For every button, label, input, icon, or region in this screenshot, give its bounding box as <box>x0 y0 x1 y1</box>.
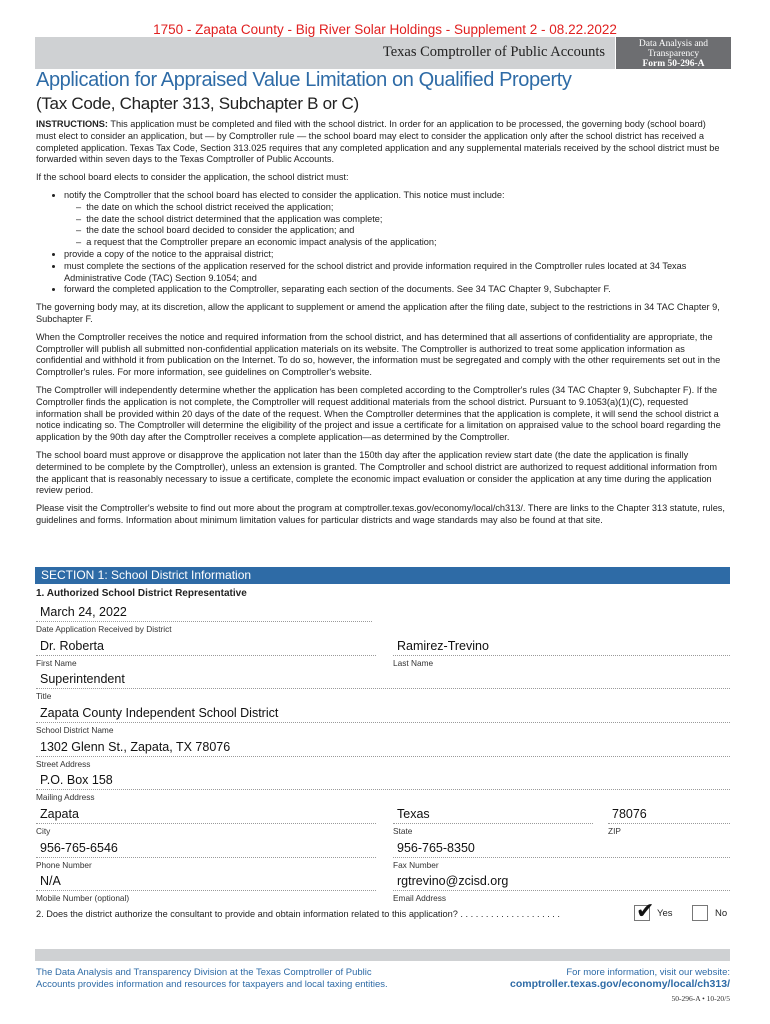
phone-label: Phone Number <box>36 860 92 870</box>
last-name-value[interactable]: Ramirez-Trevino <box>393 637 730 656</box>
district-name-field[interactable] <box>36 704 730 735</box>
state-field[interactable] <box>393 805 593 836</box>
mobile-value[interactable]: N/A <box>36 872 376 891</box>
street-address-field[interactable] <box>36 738 730 769</box>
city-value[interactable]: Zapata <box>36 805 376 824</box>
instructions-paragraph-4: When the Comptroller receives the notice and required information from the school district, and has determined that all assertions of confidentiality are appropriate, the Comptroller will publish all submitted non-confidential application materials on its website. The Comptroller is authorized to treat some application information as confidential and withhold it from publication on the Internet. To do so, however, the information must be segregated and comply with the other requirements set out in the Comptroller's rules. For more information, see guidelines on Comptroller's website. <box>36 331 721 378</box>
last-name-field[interactable] <box>393 637 730 668</box>
zip-field[interactable] <box>608 805 730 836</box>
page-title: Application for Appraised Value Limitation on Qualified Property <box>36 69 572 91</box>
section-1-header: SECTION 1: School District Information <box>35 567 730 584</box>
sublist-item: – the date the school district determined that the application was complete; <box>76 214 726 226</box>
zip-value[interactable]: 78076 <box>608 805 730 824</box>
zip-label: ZIP <box>608 826 621 836</box>
footer-website-link[interactable]: comptroller.texas.gov/economy/local/ch313/ <box>509 978 730 990</box>
footer-description: The Data Analysis and Transparency Division at the Texas Comptroller of Public Accounts provides information and resources for taxpayers and local taxing entities. <box>36 967 388 990</box>
form-id-box <box>616 37 731 69</box>
list-item-text: notify the Comptroller that the school board has elected to consider the application. This notice must include: <box>64 189 505 200</box>
instructions-paragraph-3: The governing body may, at its discretion, allow the applicant to supplement or amend the application after the filing date, subject to the restrictions in 34 TAC Chapter 9, Subchapter F. <box>36 302 720 324</box>
no-label: No <box>715 908 728 919</box>
first-name-value[interactable]: Dr. Roberta <box>36 637 376 656</box>
instructions-body <box>36 119 726 533</box>
state-value[interactable]: Texas <box>393 805 593 824</box>
no-checkbox[interactable] <box>692 905 708 921</box>
district-name-value[interactable]: Zapata County Independent School District <box>36 704 730 723</box>
first-name-label: First Name <box>36 658 77 668</box>
consultant-authorization-question: 2. Does the district authorize the consultant to provide and obtain information related to this application? . . . . . . . . . . . . . . . . . . . . <box>36 909 560 919</box>
instructions-paragraph-5: The Comptroller will independently determine whether the application has been completed according to the Comptroller's rules (34 TAC Chapter 9, Subchapter F). If the Comptroller finds the application is not complete, the Comptroller will request additional materials from the school district. Pursuant to 9.1053(a)(1)(C), requested information shall be provided within 20 days of the date of the request. When the Comptroller determines that the application is complete, it will send the school district a notice indicating so. The Comptroller will determine the eligibility of the project and issue a certificate for a limitation on appraised value to the school board regarding the application by the 90th day after the Comptroller receives a complete application—as determined by the Comptroller. <box>36 384 721 443</box>
email-label: Email Address <box>393 893 447 903</box>
sublist-item: – the date the school board decided to consider the application; and <box>76 225 726 237</box>
notice-sublist <box>64 202 726 249</box>
title-value[interactable]: Superintendent <box>36 670 730 689</box>
street-address-value[interactable]: 1302 Glenn St., Zapata, TX 78076 <box>36 738 730 757</box>
requirements-list <box>36 190 726 296</box>
title-label: Title <box>36 691 52 701</box>
sublist-item: – a request that the Comptroller prepare an economic impact analysis of the application; <box>76 237 726 249</box>
city-field[interactable] <box>36 805 376 836</box>
street-address-label: Street Address <box>36 759 91 769</box>
city-label: City <box>36 826 51 836</box>
form-number: Form 50-296-A <box>642 59 705 69</box>
phone-field[interactable] <box>36 839 376 870</box>
instructions-paragraph-1 <box>36 119 726 166</box>
fax-value[interactable]: 956-765-8350 <box>393 839 730 858</box>
form-revision-code: 50-296-A • 10-20/5 <box>671 994 730 1003</box>
page-subtitle: (Tax Code, Chapter 313, Subchapter B or C) <box>36 94 359 113</box>
instructions-paragraph-2: If the school board elects to consider the application, the school district must: <box>36 172 349 183</box>
mobile-label: Mobile Number (optional) <box>36 893 130 903</box>
title-field[interactable] <box>36 670 730 701</box>
agency-name: Texas Comptroller of Public Accounts <box>382 44 605 60</box>
footer-bar <box>35 949 730 961</box>
sublist-item: – the date on which the school district received the application; <box>76 202 726 214</box>
fax-field[interactable] <box>393 839 730 870</box>
mobile-field[interactable] <box>36 872 376 903</box>
mailing-address-label: Mailing Address <box>36 792 95 802</box>
instructions-text: This application must be completed and filed with the school district. In order for an application to be processed, the governing body (school board) must elect to consider an application, but — by Comptroller rule — the school board may elect to consider the application only after the school district has received a completed application. Texas Tax Code, Section 313.025 requires that any completed application and any supplemental materials received by the school district must be forwarded within seven days to the Texas Comptroller of Public Accounts. <box>36 119 720 165</box>
date-received-value[interactable]: March 24, 2022 <box>36 603 372 622</box>
footer-website-prompt: For more information, visit our website: <box>566 967 730 978</box>
checkmark-icon: ✔ <box>636 898 655 923</box>
instructions-label: INSTRUCTIONS: <box>36 119 108 129</box>
list-item: • provide a copy of the notice to the appraisal district; <box>64 249 726 261</box>
yes-label: Yes <box>657 908 673 919</box>
division-line-1: Data Analysis and <box>638 39 709 49</box>
supplement-stamp: 1750 - Zapata County - Big River Solar Holdings - Supplement 2 - 08.22.2022 <box>153 22 617 37</box>
list-item <box>64 190 726 249</box>
instructions-paragraph-7: Please visit the Comptroller's website to find out more about the program at comptroller.texas.gov/economy/local/ch313/. There are links to the Chapter 313 statute, rules, guidelines and forms. Information about minimum limitation values for particular districts and wage standards may also be found at that site. <box>36 503 725 525</box>
header-bar <box>35 37 615 69</box>
first-name-field[interactable] <box>36 637 376 668</box>
mailing-address-field[interactable] <box>36 771 730 802</box>
last-name-label: Last Name <box>393 658 434 668</box>
list-item: • must complete the sections of the application reserved for the school district and provide information required in the Comptroller rules located at 34 Texas Administrative Code (TAC) Section 9.1054; and <box>64 261 726 285</box>
division-line-2: Transparency <box>647 49 700 59</box>
list-item: • forward the completed application to the Comptroller, separating each section of the documents. See 34 TAC Chapter 9, Subchapter F. <box>64 284 726 296</box>
instructions-paragraph-6: The school board must approve or disapprove the application not later than the 150th day after the application review start date (the date the application is finally determined to be complete by the Comptroller), unless an extension is granted. The Comptroller and school district are authorized to request additional information from the applicant that is reasonably necessary to issue a certificate, complete the economic impact evaluation or consider the application at any time during the application review period. <box>36 449 718 496</box>
date-received-label: Date Application Received by District <box>36 624 172 634</box>
fax-label: Fax Number <box>393 860 439 870</box>
representative-subhead: 1. Authorized School District Representative <box>36 588 247 599</box>
email-value[interactable]: rgtrevino@zcisd.org <box>393 872 730 891</box>
mailing-address-value[interactable]: P.O. Box 158 <box>36 771 730 790</box>
district-name-label: School District Name <box>36 725 114 735</box>
phone-value[interactable]: 956-765-6546 <box>36 839 376 858</box>
date-received-field[interactable] <box>36 603 372 634</box>
state-label: State <box>393 826 413 836</box>
email-field[interactable] <box>393 872 730 903</box>
